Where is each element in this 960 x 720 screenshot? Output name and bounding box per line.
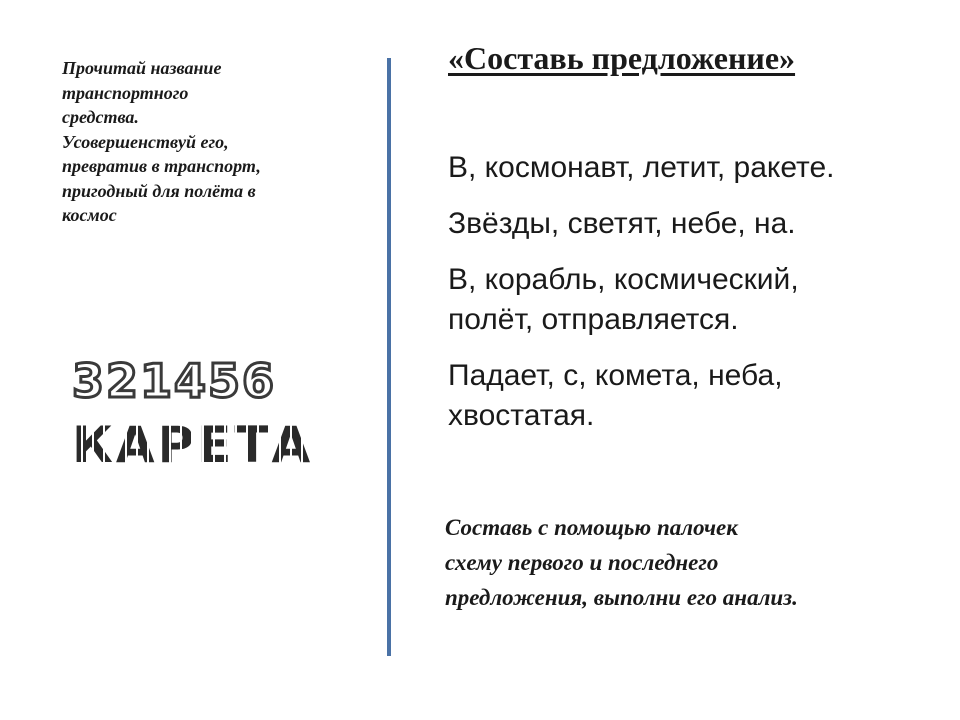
sentence-line: Падает, с, комета, неба, xyxy=(448,359,783,392)
stencil-numbers: 321456 xyxy=(72,354,277,408)
sentence-list xyxy=(448,148,918,452)
instruction-line: Прочитай название xyxy=(62,58,222,78)
page-title: «Составь предложение» xyxy=(448,40,796,76)
sentence-line: полёт, отправляется. xyxy=(448,303,739,336)
stencil-word: КАРЕТА xyxy=(72,416,314,474)
instruction-text xyxy=(62,56,362,228)
sentence-item xyxy=(448,260,918,340)
sentence-item xyxy=(448,148,918,188)
task-line: схему первого и последнего xyxy=(445,550,719,575)
sentence-line: хвостатая. xyxy=(448,399,595,432)
instruction-line: превратив в транспорт, xyxy=(62,156,261,176)
task-instruction xyxy=(445,510,798,615)
instruction-line: транспортного xyxy=(62,82,189,103)
sentence-item xyxy=(448,356,918,436)
sentence-line: В, космонавт, летит, ракете. xyxy=(448,151,835,184)
task-line: Составь с помощью палочек xyxy=(445,515,738,540)
sentence-item xyxy=(448,204,918,244)
sentence-line: Звёзды, светят, небе, на. xyxy=(448,207,796,240)
instruction-line: космос xyxy=(62,205,117,225)
instruction-line: Усовершенствуй его, xyxy=(62,131,229,152)
instruction-line: средства. xyxy=(62,107,139,127)
sentence-line: В, корабль, космический, xyxy=(448,263,799,296)
vertical-divider xyxy=(387,58,391,656)
task-line: предложения, выполни его анализ. xyxy=(445,585,798,610)
instruction-line: пригодный для полёта в xyxy=(62,180,256,201)
